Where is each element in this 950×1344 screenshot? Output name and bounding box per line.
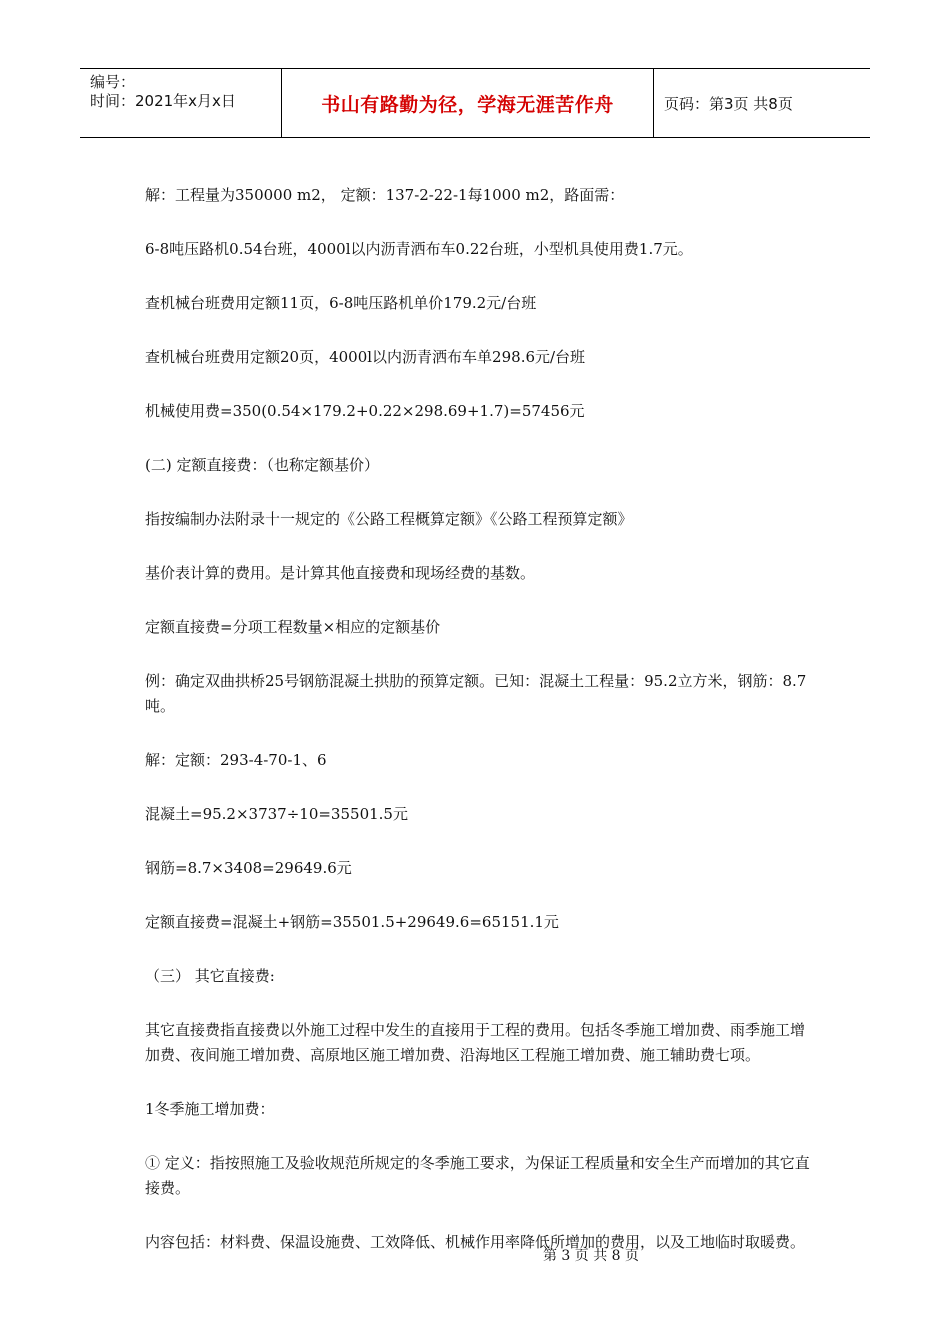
paragraph: 内容包括：材料费、保温设施费、工效降低、机械作用率降低所增加的费用，以及工地临时取暖费。 [145, 1233, 806, 1251]
document-date-label: 时间：2021年x月x日 [90, 92, 236, 110]
paragraph: 查机械台班费用定额11页，6-8吨压路机单价179.2元/台班 [145, 294, 537, 312]
paragraph: 解：定额：293-4-70-1、6 [145, 751, 327, 769]
page-footer: 第 3 页 共 8 页 [542, 1248, 640, 1264]
paragraph: 6-8吨压路机0.54台班，4000l以内沥青洒布车0.22台班，小型机具使用费1.7元。 [145, 240, 693, 258]
paragraph: 例：确定双曲拱桥25号钢筋混凝土拱肋的预算定额。已知：混凝土工程量：95.2立方米，钢筋：8.7吨。 [145, 672, 807, 715]
header-motto: 书山有路勤为径，学海无涯苦作舟 [282, 69, 654, 137]
paragraph: 其它直接费指直接费以外施工过程中发生的直接用于工程的费用。包括冬季施工增加费、雨季施工增加费、夜间施工增加费、高原地区施工增加费、沿海地区工程施工增加费、施工辅助费七项。 [145, 1021, 806, 1064]
document-body [145, 183, 810, 1284]
page-header [80, 68, 870, 138]
paragraph: 钢筋=8.7×3408=29649.6元 [145, 859, 352, 877]
subsection-heading: 1冬季施工增加费： [145, 1100, 275, 1118]
document-number-label: 编号： [90, 73, 136, 91]
paragraph: 解：工程量为350000 m2， 定额：137-2-22-1每1000 m2，路面需： [145, 186, 625, 204]
paragraph: 机械使用费=350(0.54×179.2+0.22×298.69+1.7)=57456元 [145, 402, 585, 420]
paragraph: 混凝土=95.2×3737÷10=35501.5元 [145, 805, 408, 823]
header-meta [80, 69, 282, 137]
section-heading: （三） 其它直接费: [145, 967, 275, 985]
section-heading: (二) 定额直接费：（也称定额基价） [145, 456, 379, 474]
paragraph: 指按编制办法附录十一规定的《公路工程概算定额》《公路工程预算定额》 [145, 510, 633, 528]
paragraph: 查机械台班费用定额20页，4000l以内沥青洒布车单298.6元/台班 [145, 348, 586, 366]
paragraph: 基价表计算的费用。是计算其他直接费和现场经费的基数。 [145, 564, 536, 582]
paragraph: 定额直接费=分项工程数量×相应的定额基价 [145, 618, 441, 636]
paragraph: ① 定义：指按照施工及验收规范所规定的冬季施工要求，为保证工程质量和安全生产而增加的其它直接费。 [145, 1154, 810, 1197]
header-page-number: 页码：第3页 共8页 [664, 94, 793, 113]
paragraph: 定额直接费=混凝土+钢筋=35501.5+29649.6=65151.1元 [145, 913, 559, 931]
